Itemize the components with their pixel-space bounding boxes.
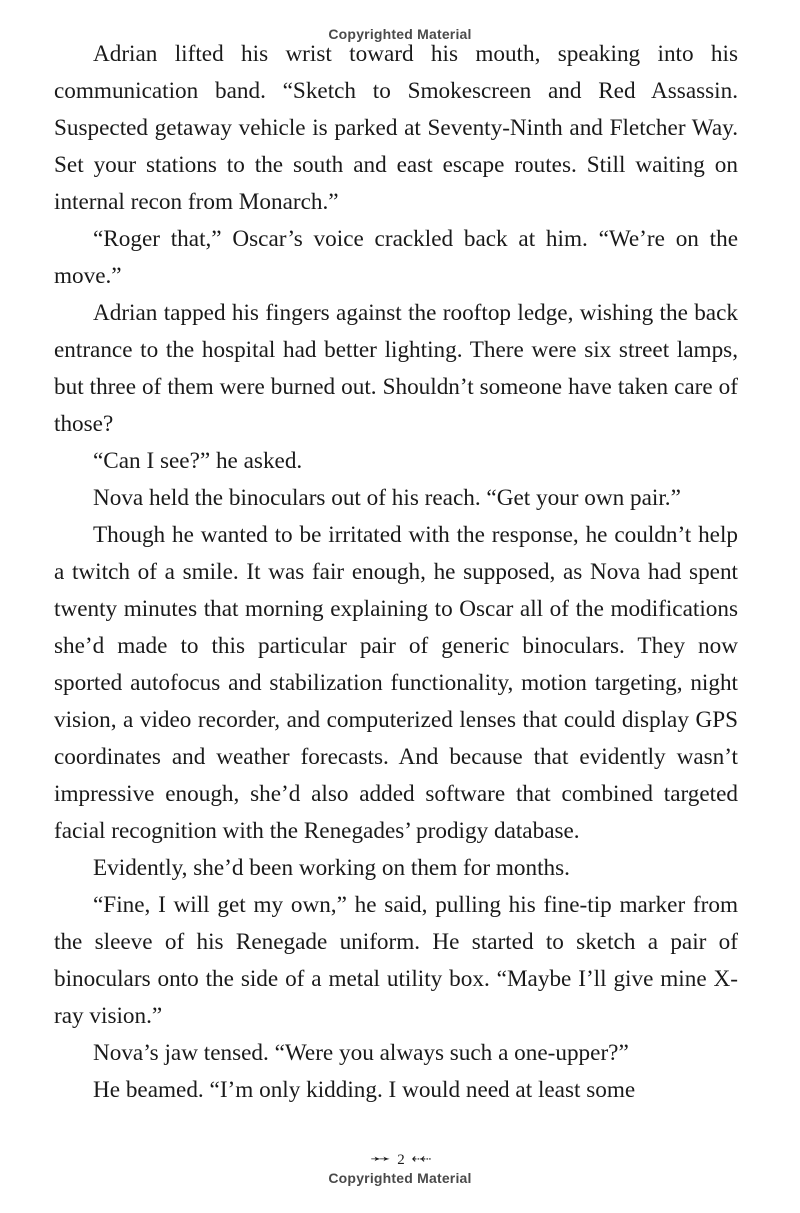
paragraph: Evidently, she’d been working on them for months. <box>93 855 570 881</box>
ornament-left-icon: ➛➛ <box>370 1152 389 1167</box>
paragraph: Nova held the binoculars out of his reach. “Get your own pair.” <box>93 485 681 511</box>
paragraph: Adrian lifted his wrist toward his mouth, speaking into his communication band. “Sketch to Smokescreen and Red Assassin. Suspected getaway vehicle is parked at Seventy-Ninth and Fletcher Way. Set your stations to the south and east escape routes. Still waiting on internal recon from Monarch.” <box>54 41 738 215</box>
paragraph: Nova’s jaw tensed. “Were you always such a one-upper?” <box>93 1040 629 1066</box>
ornament-right-icon: ⇠⇠ <box>411 1152 430 1167</box>
page-folio <box>0 1150 800 1170</box>
body-text <box>54 36 738 1109</box>
watermark-top: Copyrighted Material <box>328 26 472 42</box>
page-number: 2 <box>397 1152 405 1168</box>
paragraph: Adrian tapped his fingers against the rooftop ledge, wishing the back entrance to the hospital had better lighting. There were six street lamps, but three of them were burned out. Shouldn’t someone have taken care of those? <box>54 300 738 437</box>
paragraph: “Can I see?” he asked. <box>93 448 303 474</box>
paragraph: He beamed. “I’m only kidding. I would need at least some <box>93 1077 636 1103</box>
paragraph: “Fine, I will get my own,” he said, pulling his fine-tip marker from the sleeve of his Renegade uniform. He started to sketch a pair of binoculars onto the side of a metal utility box. “Maybe I’ll give mine X-ray vision.” <box>54 892 738 1029</box>
watermark-bottom: Copyrighted Material <box>328 1170 472 1186</box>
paragraph: “Roger that,” Oscar’s voice crackled back at him. “We’re on the move.” <box>54 226 738 289</box>
paragraph: Though he wanted to be irritated with the response, he couldn’t help a twitch of a smile. It was fair enough, he supposed, as Nova had spent twenty minutes that morning explaining to Oscar all of the modifications she’d made to this particular pair of generic binoculars. They now sported autofocus and stabilization functionality, motion targeting, night vision, a video recorder, and computerized lenses that could display GPS coordinates and weather forecasts. And because that evidently wasn’t impressive enough, she’d also added software that combined targeted facial recognition with the Renegades’ prodigy database. <box>54 522 738 844</box>
